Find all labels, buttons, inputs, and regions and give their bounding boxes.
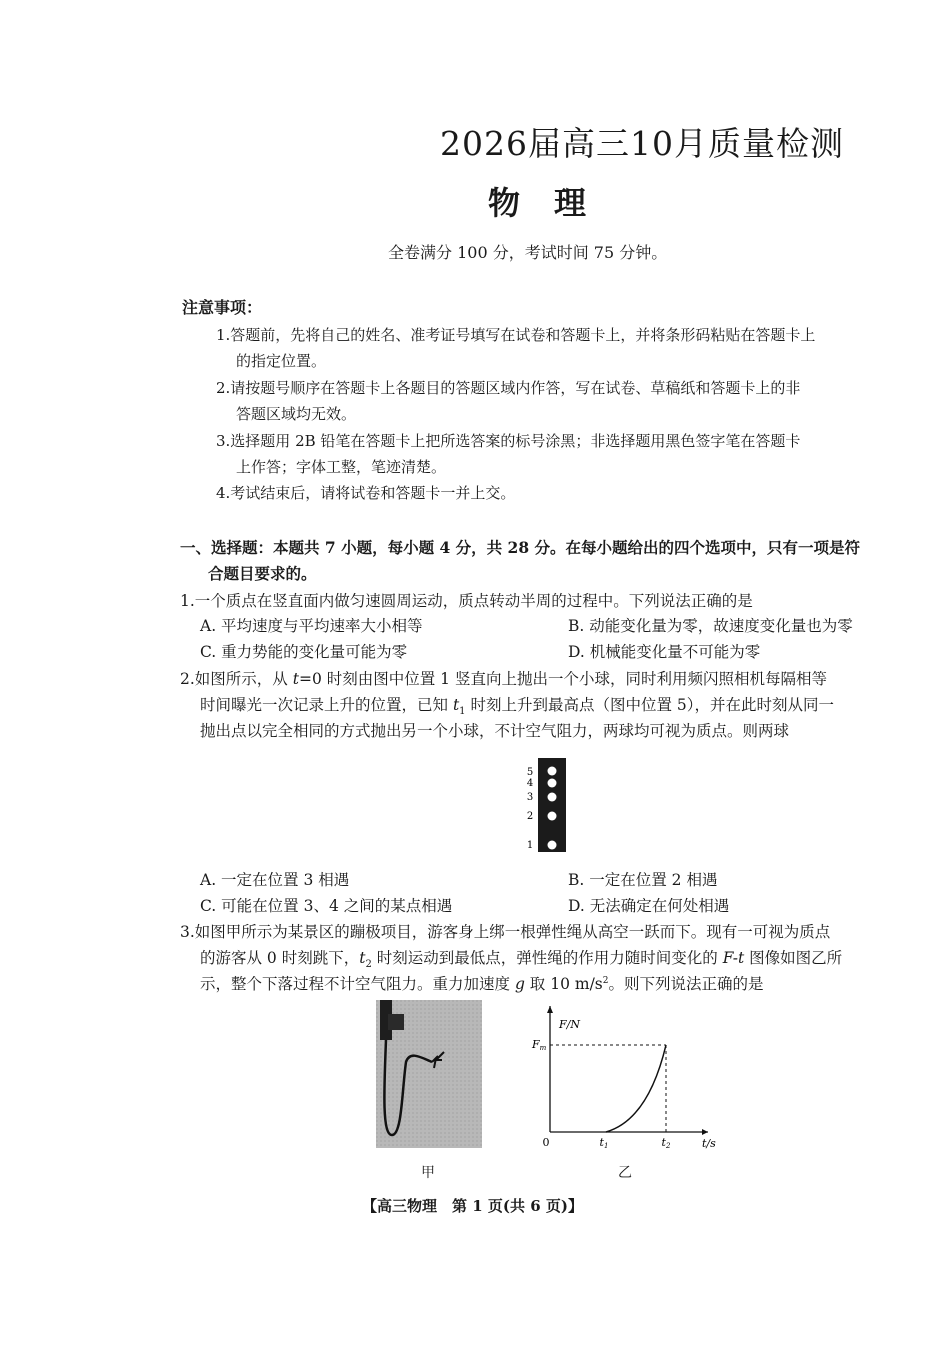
q1-option-c: C. 重力势能的变化量可能为零 <box>200 643 408 661</box>
q1-option-d: D. 机械能变化量不可能为零 <box>568 643 761 661</box>
notice-line: 1.答题前，先将自己的姓名、准考证号填写在试卷和答题卡上，并将条形码粘贴在答题卡上 <box>216 326 816 344</box>
q2-stem-line2: 时间曝光一次记录上升的位置，已知 $t_1$ 时刻上升到最高点（图中位置 5），并在此时刻从同一 <box>200 696 835 718</box>
q1-option-a: A. 平均速度与平均速率大小相等 <box>200 617 423 635</box>
notice-line: 2.请按题号顺序在答题卡上各题目的答题区域内作答，写在试卷、草稿纸和答题卡上的非 <box>216 379 801 397</box>
q2-option-c: C. 可能在位置 3、4 之间的某点相遇 <box>200 897 453 915</box>
figure-a-caption: 甲 <box>421 1165 435 1181</box>
ball-position-5 <box>548 767 557 776</box>
position-label: 5 <box>526 767 534 778</box>
ball-position-4 <box>548 779 557 788</box>
y-axis-label: F/N <box>559 1018 580 1031</box>
subject-char-2: 理 <box>554 184 591 222</box>
origin-label: 0 <box>542 1136 550 1149</box>
q3-stem-line1: 3.如图甲所示为某景区的蹦极项目，游客身上绑一根弹性绳从高空一跃而下。现有一可视为质点 <box>180 923 831 941</box>
q3-stem-line3: 示，整个下落过程不计空气阻力。重力加速度 g 取 10 $m/s^2$。则下列说法正确的是 <box>200 975 764 993</box>
position-label: 3 <box>526 792 534 803</box>
score-time-info: 全卷满分 100 分，考试时间 75 分钟。 <box>388 243 668 262</box>
notice-line: 4.考试结束后，请将试卷和答题卡一并上交。 <box>216 484 516 502</box>
notice-line: 的指定位置。 <box>236 352 327 370</box>
q2-stem-line3: 抛出点以完全相同的方式抛出另一个小球，不计空气阻力，两球均可视为质点。则两球 <box>200 722 790 740</box>
force-curve <box>606 1045 666 1132</box>
ball-position-1 <box>548 841 557 850</box>
q1-option-b: B. 动能变化量为零，故速度变化量也为零 <box>568 617 853 635</box>
fm-label: Fm <box>532 1038 547 1052</box>
section-heading: 一、选择题：本题共 7 小题，每小题 4 分，共 28 分。在每小题给出的四个选项中，只有一项是符 <box>180 538 861 557</box>
subject-char-1: 物 <box>488 184 525 222</box>
q2-stem-line1: 2.如图所示，从 t=0 时刻由图中位置 1 竖直向上抛出一个小球，同时利用频闪照相机每隔相等 <box>180 670 827 688</box>
t2-tick-label: t2 <box>661 1136 671 1150</box>
platform-arm <box>388 1014 404 1030</box>
ball-position-3 <box>548 793 557 802</box>
notice-line: 3.选择题用 2B 铅笔在答题卡上把所选答案的标号涂黑；非选择题用黑色签字笔在答题卡 <box>216 432 801 450</box>
q2-option-a: A. 一定在位置 3 相遇 <box>200 871 350 889</box>
x-axis-arrow <box>702 1129 708 1135</box>
q3-stem-line2: 的游客从 0 时刻跳下，$t_2$ 时刻运动到最低点，弹性绳的作用力随时间变化的 F-t 图像如图乙所 <box>200 949 843 971</box>
page-footer: 【高三物理 第 1 页(共 6 页)】 <box>362 1197 583 1215</box>
notice-line: 答题区域均无效。 <box>236 405 357 423</box>
strobe-photo-figure <box>518 756 578 856</box>
subject-title <box>488 178 590 224</box>
position-label: 2 <box>526 811 534 822</box>
x-axis-label: t/s <box>702 1137 716 1150</box>
position-label: 1 <box>526 840 534 851</box>
q1-stem: 1.一个质点在竖直面内做匀速圆周运动，质点转动半周的过程中。下列说法正确的是 <box>180 592 753 610</box>
ball-position-2 <box>548 812 557 821</box>
q2-option-b: B. 一定在位置 2 相遇 <box>568 871 718 889</box>
section-heading-cont: 合题目要求的。 <box>208 564 317 583</box>
bungee-photo <box>376 1000 482 1148</box>
position-label: 4 <box>526 778 534 789</box>
y-axis-arrow <box>547 1006 553 1013</box>
force-time-graph <box>528 1000 728 1150</box>
notice-line: 上作答；字体工整，笔迹清楚。 <box>236 458 447 476</box>
notice-heading: 注意事项： <box>182 298 263 317</box>
exam-title: 2026届高三10月质量检测 <box>440 124 844 163</box>
figure-b-caption: 乙 <box>618 1165 632 1181</box>
t1-tick-label: t1 <box>599 1136 609 1150</box>
q2-option-d: D. 无法确定在何处相遇 <box>568 897 730 915</box>
